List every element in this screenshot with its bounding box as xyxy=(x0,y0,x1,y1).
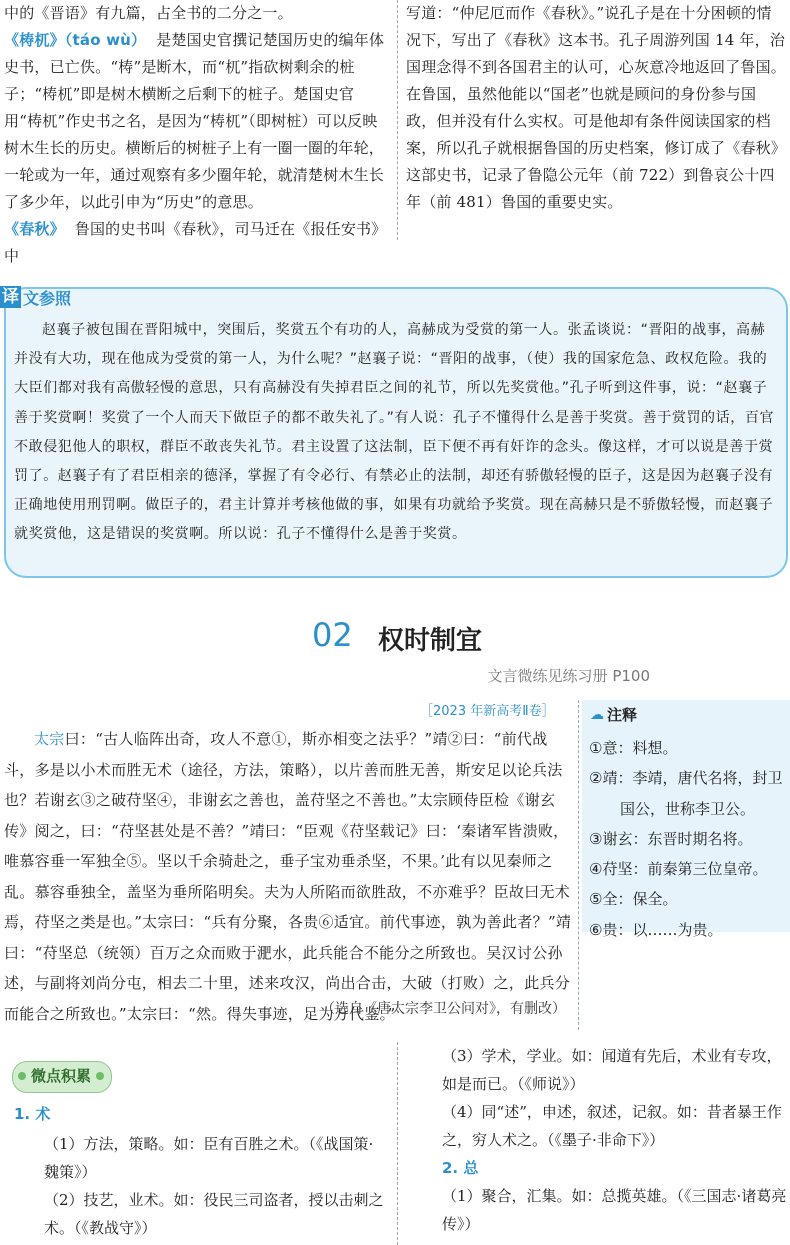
word-item: （4）同“述”，申述，叙述，记叙。如：昔者暴王作之，穷人术之。（《墨子·非命下》） xyxy=(442,1103,782,1149)
passage-source: （选自《唐太宗李卫公问对》，有删改） xyxy=(321,1001,566,1017)
top-column-divider xyxy=(397,0,398,240)
term-chunqiu-paragraph xyxy=(4,216,388,270)
badge-label: 微点积累 xyxy=(30,1067,91,1085)
translation-heading-label: 文参照 xyxy=(23,288,72,308)
section-number: 02 xyxy=(312,616,353,654)
note-item: ④苻坚：前秦第三位皇帝。 xyxy=(589,860,768,879)
accumulation-left xyxy=(14,1100,384,1242)
notes-heading-label: 注释 xyxy=(607,706,638,724)
term-taowu-text: 是楚国史官撰记楚国历史的编年体史书，已亡佚。“梼”是断木，而“杌”指砍树剩余的桩子；“梼杌”即是树木横断之后剩下的桩子。楚国史官用“梼杌”作史书之名，是因为“梼杌”（即树桩）可以反映树木生长的历史。横断后的树桩子上有一圈一圈的年轮，一轮或为一年，通过观察有多少圈年轮，就清楚树木生长了多少年，以此引申为“历史”的意思。 xyxy=(4,31,385,211)
term-taowu-paragraph xyxy=(4,27,388,216)
accumulation-right xyxy=(412,1042,790,1238)
translation-heading xyxy=(0,286,71,308)
term-taowu: 《梼杌》（táo wù） xyxy=(4,31,147,49)
passage-body: 曰：“古人临阵出奇，攻人不意①，斯亦相变之法乎？”靖②曰：“前代战斗，多是以小术而胜无术（途径，方法，策略），以片善而胜无善，斯安足以论兵法也？若谢玄③之破苻坚④，非谢玄之善也，盖苻坚之不善也。”太宗顾侍臣检《谢玄传》阅之，曰：“苻坚甚处是不善？”靖曰：“臣观《苻坚载记》曰：‘秦诸军皆溃败，唯慕容垂一军独全⑤。坚以千余骑赴之，垂子宝劝垂杀坚，不果。’此有以见秦师之乱。慕容垂独全，盖坚为垂所陷明矣。夫为人所陷而欲胜敌，不亦难乎？臣故曰无术焉，苻坚之类是也。”太宗曰：“兵有分聚，各贵⑥适宜。前代事迹，孰为善此者？”靖曰：“苻坚总（统领）百万之众而败于淝水，此兵能合不能分之所致也。吴汉讨公孙述，与副将刘尚分屯，相去二十里，述来攻汉，尚出合击，大破（打败）之，此兵分而能合之所致也。”太宗曰：“然。得失事迹，足为万代鉴。” xyxy=(4,730,572,1023)
section-title: 权时制宜 xyxy=(378,626,483,656)
translation-heading-icon: 译 xyxy=(2,287,19,307)
passage-speaker: 太宗 xyxy=(34,730,65,748)
term-chunqiu: 《春秋》 xyxy=(4,220,65,238)
cloud-icon: ☁ xyxy=(590,706,604,723)
word-item: （2）技艺，业术。如：役民三司盗者，授以击刺之术。（《教战守》） xyxy=(44,1191,384,1237)
note-item: ②靖：李靖，唐代名将，封卫国公，世称李卫公。 xyxy=(589,769,783,818)
word-item: （3）学术，学业。如：闻道有先后，术业有专攻，如是而已。（《师说》） xyxy=(442,1047,782,1093)
top-left-line1: 中的《晋语》有九篇，占全书的二分之一。 xyxy=(4,4,293,22)
note-item: ①意：料想。 xyxy=(589,739,678,757)
section-subtitle: 文言微练见练习册 P100 xyxy=(487,667,650,685)
top-left-column xyxy=(4,0,388,270)
passage-divider xyxy=(578,700,579,1030)
note-item: ⑥贵：以……为贵。 xyxy=(589,920,723,939)
translation-body: 赵襄子被包围在晋阳城中，突围后，奖赏五个有功的人，高赫成为受赏的第一人。张孟谈说：“晋阳的战事，高赫并没有大功，现在他成为受赏的第一人，为什么呢？”赵襄子说：“晋阳的战事，（使）我的国家危急、政权危险。我的大臣们都对我有高傲轻慢的意思，只有高赫没有失掉君臣之间的礼节，所以先奖赏他。”孔子听到这件事，说：“赵襄子善于奖赏啊！奖赏了一个人而天下做臣子的都不敢失礼了。”有人说：孔子不懂得什么是善于奖赏。善于赏罚的话，百官不敢侵犯他人的职权，群臣不敢丧失礼节。君主设置了这法制，臣下便不再有奸诈的念头。像这样，才可以说是善于赏罚了。赵襄子有了君臣相亲的德泽，掌握了有令必行、有禁必止的法制，却还有骄傲轻慢的臣子，这是因为赵襄子没有正确地使用刑罚啊。做臣子的，君主计算并考核他做的事，如果有功就给予奖赏。现在高赫只是不骄傲轻慢，而赵襄子就奖赏他，这是错误的奖赏啊。所以说：孔子不懂得什么是善于奖赏。 xyxy=(14,322,775,543)
accumulation-badge xyxy=(12,1061,110,1091)
term-chunqiu-text: 鲁国的史书叫《春秋》，司马迁在《报任安书》中 xyxy=(4,220,387,265)
word-item: （1）方法，策略。如：臣有百胜之术。（《战国策·魏策》） xyxy=(44,1135,374,1181)
top-right-column xyxy=(406,0,786,216)
notes-heading xyxy=(590,704,637,725)
word-head-shu: 1. 术 xyxy=(14,1105,51,1123)
notes-list xyxy=(589,733,785,945)
exam-tag: ［2023 年新高考Ⅱ卷］ xyxy=(420,704,555,719)
top-right-text: 写道：“仲尼厄而作《春秋》。”说孔子是在十分困顿的情况下，写出了《春秋》这本书。孔子周游列国 14 年，治国理念得不到各国君主的认可，心灰意冷地返回了鲁国。在鲁国，虽然他能以“国老”也就是顾问的身份参与国政，但并没有什么实权。可是他却有条件阅读国家的档案，所以孔子就根据鲁国的历史档案，修订成了《春秋》这部史书，记录了鲁隐公元年（前 722）到鲁哀公十四年（前 481）鲁国的重要史实。 xyxy=(406,4,787,211)
note-item: ⑤全：保全。 xyxy=(589,890,678,909)
bottom-column-divider xyxy=(397,1042,398,1245)
classical-passage xyxy=(4,724,574,1029)
word-item: （1）聚合，汇集。如：总揽英雄。（《三国志·诸葛亮传》） xyxy=(442,1187,787,1233)
word-head-zong: 2. 总 xyxy=(442,1159,479,1177)
note-item: ③谢玄：东晋时期名将。 xyxy=(589,829,753,848)
